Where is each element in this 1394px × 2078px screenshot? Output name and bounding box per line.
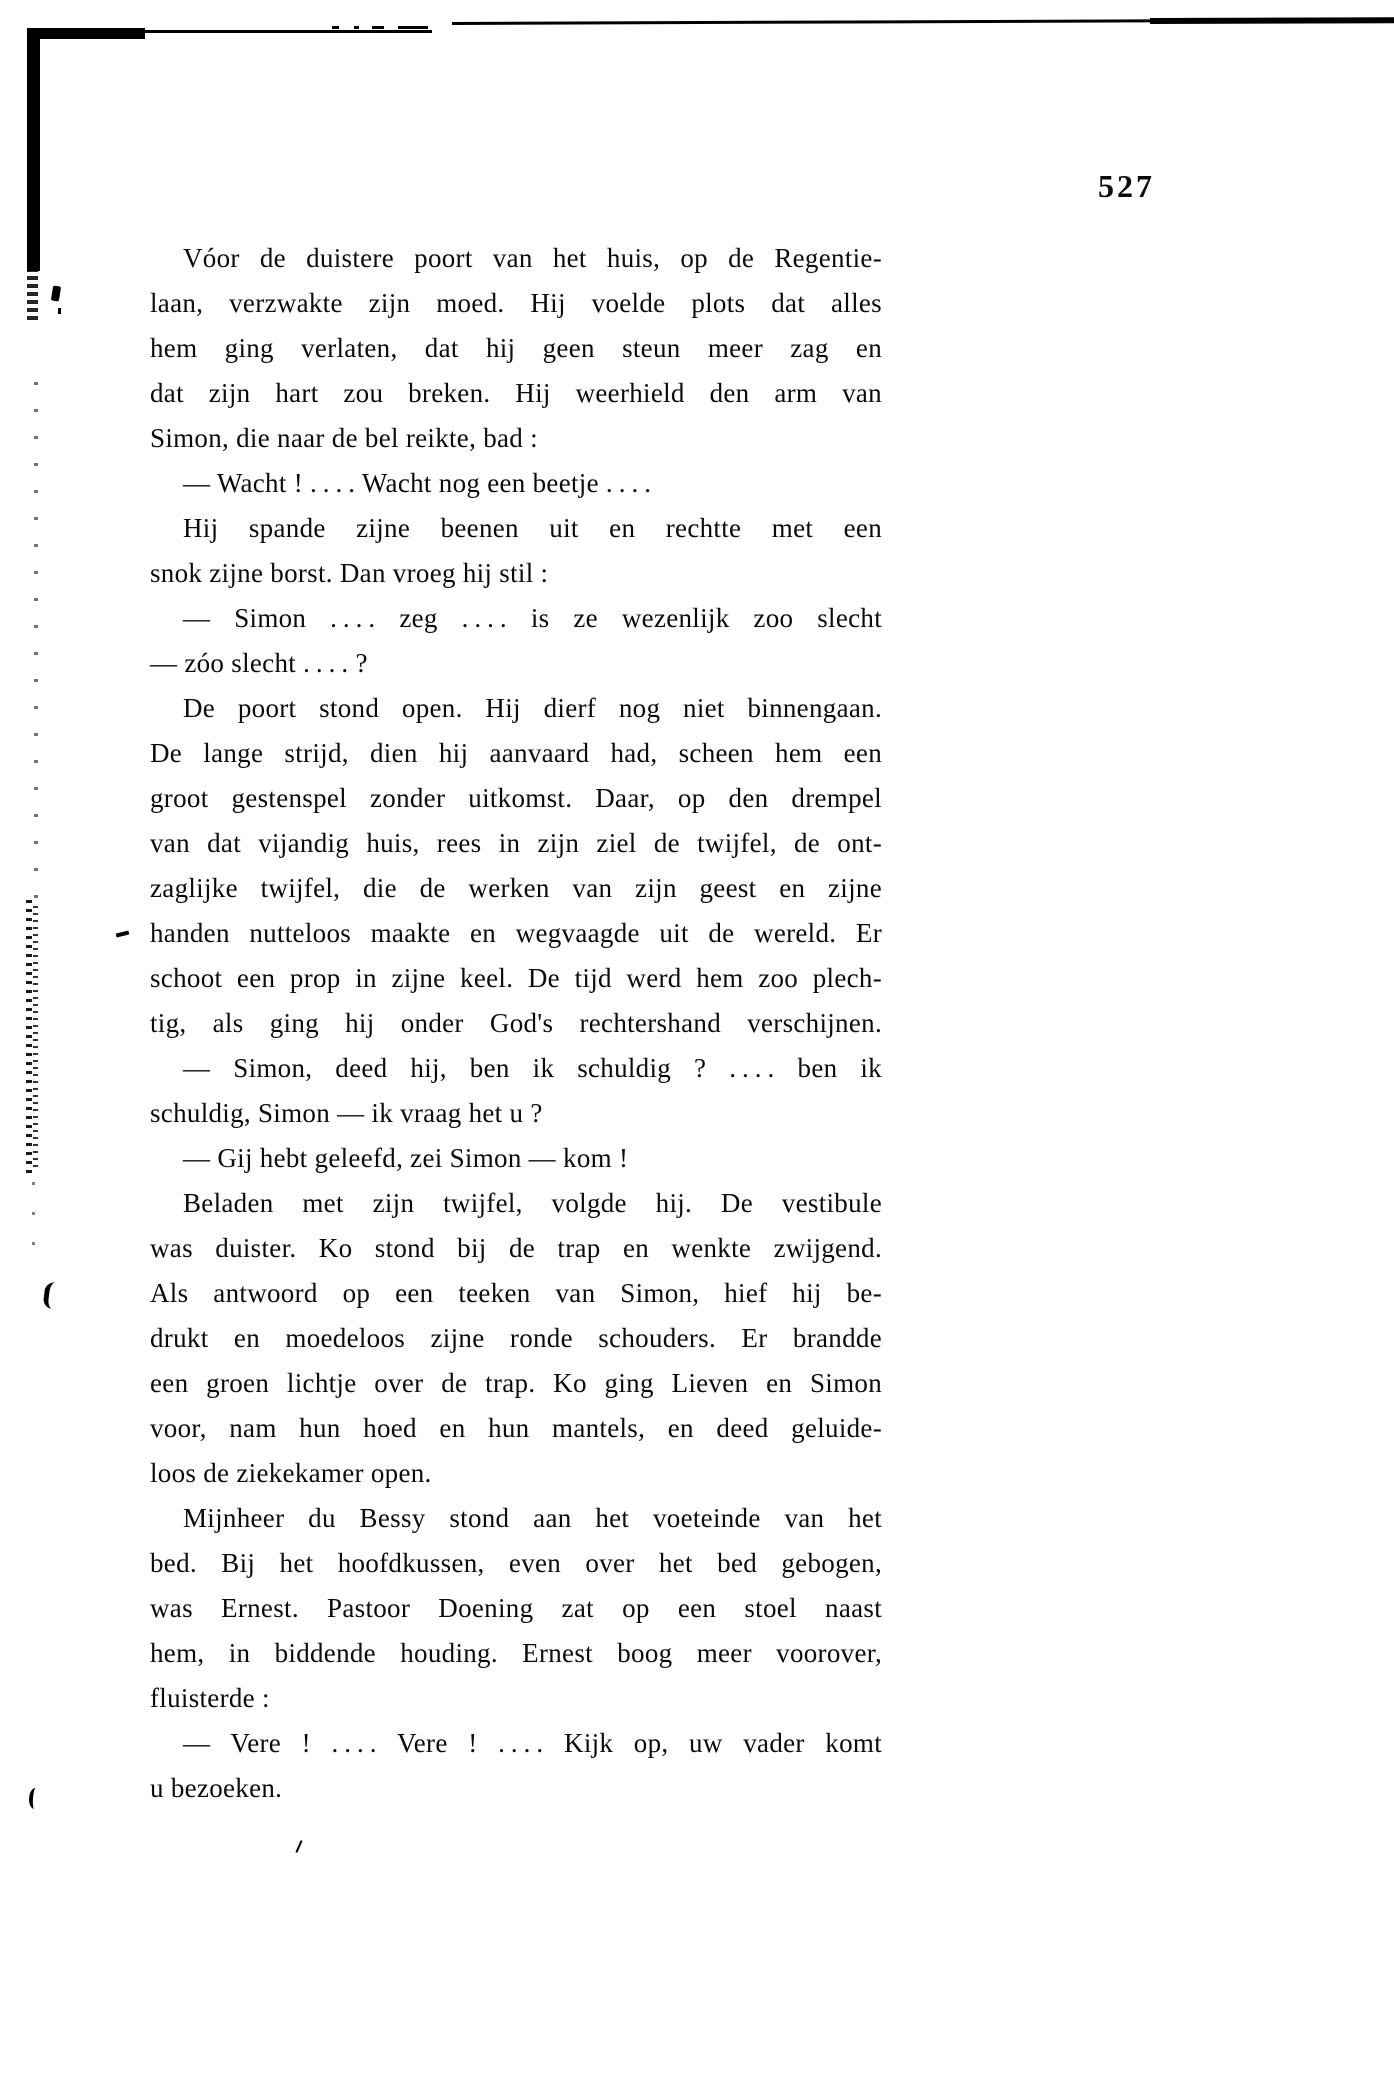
text-line: Mijnheer du Bessy stond aan het voeteinde van het bbox=[183, 1503, 882, 1533]
text-line: van dat vijandig huis, rees in zijn ziel de twijfel, de ont- bbox=[150, 828, 882, 858]
scan-left-speckle-dense bbox=[26, 900, 32, 1178]
scan-corner-bracket-vertical bbox=[27, 28, 40, 271]
scan-margin-hook bbox=[28, 1788, 41, 1810]
scan-left-speckle-tail bbox=[32, 1182, 35, 1272]
scan-top-rule-dash bbox=[354, 26, 359, 29]
text-line: — Wacht ! . . . . Wacht nog een beetje . . . . bbox=[183, 468, 652, 498]
text-line: laan, verzwakte zijn moed. Hij voelde plots dat alles bbox=[150, 288, 882, 318]
scan-top-rule-dash bbox=[372, 26, 384, 29]
text-line: hem, in biddende houding. Ernest boog meer voorover, bbox=[150, 1638, 882, 1668]
scan-top-rule-dash bbox=[332, 26, 339, 29]
text-line: was Ernest. Pastoor Doening zat op een stoel naast bbox=[150, 1593, 882, 1623]
text-line: tig, als ging hij onder God's rechtershand verschijnen. bbox=[150, 1008, 882, 1038]
page-number: 527 bbox=[1098, 168, 1155, 204]
scan-margin-hook bbox=[42, 1281, 59, 1310]
text-line: bed. Bij het hoofdkussen, even over het bed gebogen, bbox=[150, 1548, 882, 1578]
scan-ink-dot bbox=[58, 308, 61, 314]
text-line: schuldig, Simon — ik vraag het u ? bbox=[150, 1098, 543, 1128]
text-line: u bezoeken. bbox=[150, 1773, 283, 1803]
scan-left-speckle-sparse bbox=[34, 382, 38, 910]
text-line: loos de ziekekamer open. bbox=[150, 1458, 432, 1488]
text-line: Als antwoord op een teeken van Simon, hief hij be- bbox=[150, 1278, 882, 1308]
text-line: — Simon . . . . zeg . . . . is ze wezenlijk zoo slecht bbox=[183, 603, 882, 633]
scan-slash-mark bbox=[295, 1840, 302, 1853]
text-line: Simon, die naar de bel reikte, bad : bbox=[150, 423, 538, 453]
scan-corner-bracket-horizontal bbox=[27, 28, 145, 39]
text-block bbox=[150, 236, 882, 1811]
scan-top-rule-thick-end bbox=[1150, 17, 1394, 24]
text-line: snok zijne borst. Dan vroeg hij stil : bbox=[150, 558, 549, 588]
text-line: een groen lichtje over de trap. Ko ging Lieven en Simon bbox=[150, 1368, 882, 1398]
text-line: zaglijke twijfel, die de werken van zijn geest en zijne bbox=[150, 873, 882, 903]
text-line: De lange strijd, dien hij aanvaard had, scheen hem een bbox=[150, 738, 882, 768]
scan-margin-dash bbox=[116, 930, 130, 937]
text-line: fluisterde : bbox=[150, 1683, 270, 1713]
scan-left-speckle-dense bbox=[33, 906, 38, 1172]
text-line: schoot een prop in zijne keel. De tijd werd hem zoo plech- bbox=[150, 963, 882, 993]
text-line: drukt en moedeloos zijne ronde schouders. Er brandde bbox=[150, 1323, 882, 1353]
text-line: Vóor de duistere poort van het huis, op de Regentie- bbox=[183, 243, 882, 273]
scan-ink-blob bbox=[51, 285, 61, 301]
text-line: was duister. Ko stond bij de trap en wenkte zwijgend. bbox=[150, 1233, 882, 1263]
text-line: Beladen met zijn twijfel, volgde hij. De vestibule bbox=[183, 1188, 882, 1218]
text-line: — Simon, deed hij, ben ik schuldig ? . . . . ben ik bbox=[183, 1053, 882, 1083]
text-line: Hij spande zijne beenen uit en rechtte met een bbox=[183, 513, 882, 543]
scan-top-rule-dash bbox=[398, 26, 428, 29]
text-line: — zóo slecht . . . . ? bbox=[150, 648, 368, 678]
text-line: groot gestenspel zonder uitkomst. Daar, op den drempel bbox=[150, 783, 882, 813]
text-line: hem ging verlaten, dat hij geen steun meer zag en bbox=[150, 333, 882, 363]
text-line: voor, nam hun hoed en hun mantels, en deed geluide- bbox=[150, 1413, 882, 1443]
text-line: handen nutteloos maakte en wegvaagde uit de wereld. Er bbox=[150, 918, 882, 948]
text-line: dat zijn hart zou breken. Hij weerhield den arm van bbox=[150, 378, 882, 408]
text-line: De poort stond open. Hij dierf nog niet binnengaan. bbox=[183, 693, 882, 723]
scan-left-speckle-upper bbox=[27, 268, 38, 320]
scan-corner-bracket-extension bbox=[140, 30, 432, 33]
text-line: — Vere ! . . . . Vere ! . . . . Kijk op, uw vader komt bbox=[183, 1728, 882, 1758]
text-line: — Gij hebt geleefd, zei Simon — kom ! bbox=[183, 1143, 629, 1173]
